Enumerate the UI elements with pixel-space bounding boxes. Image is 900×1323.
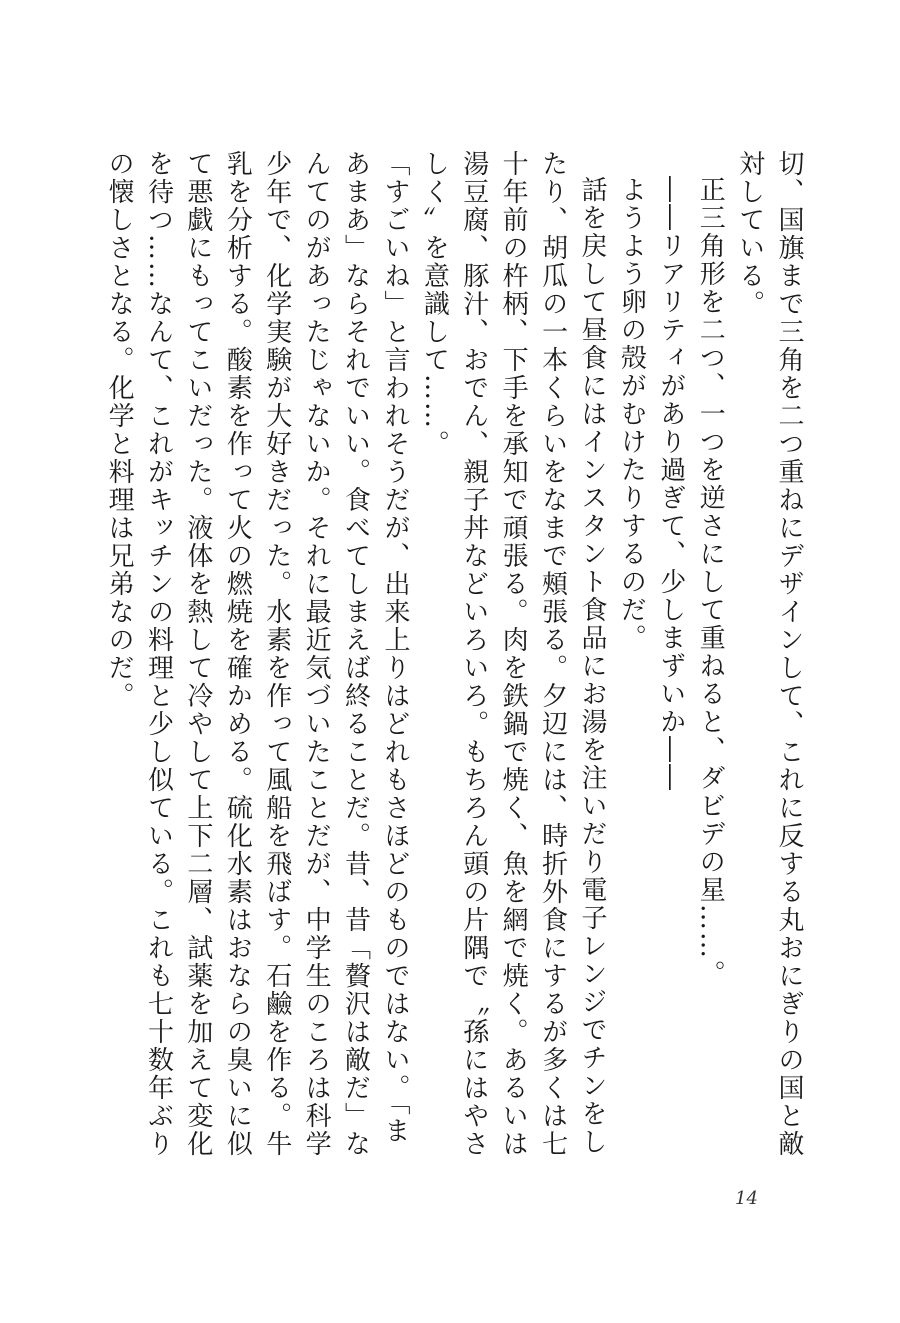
paragraph-2: 正三角形を二つ、一つを逆さにして重ねると、ダビデの星……。 [695, 176, 726, 988]
page-number: 14 [735, 1188, 758, 1209]
paragraph-4: ようよう卵の殻がむけたりするのだ。 [616, 176, 647, 652]
paragraph-3: ――リアリティがあり過ぎて、少しまずいか―― [655, 176, 686, 792]
paragraph-6: 「すごいね」と言われそうだが、出来上りはどれもさほどのものではない。「まあまあ」ならそれでいい。食べてしまえば終ることだ。昔、昔「贅沢は敵だ」なんてのがあったじゃないか。それに最近気づいたことだが、中学生のころは科学少年で、化学実験が大好きだった。水素を作って風船を飛ばす。石鹼を作る。牛乳を分析する。酸素を作って火の燃焼を確かめる。硫化水素はおならの臭いに似て悪戯にもってこいだった。液体を熱して冷やして上下二層、試薬を加えて変化を待つ……なんて、これがキッチンの料理と少し似ている。これも七十数年ぶりの懐しさとなる。化学と料理は兄弟なのだ。 [104, 150, 410, 1158]
paragraph-1: 切、国旗まで三角を二つ重ねにデザインして、これに反する丸おにぎりの国と敵対している。 [734, 150, 804, 1158]
vertical-text-body [104, 150, 808, 1170]
paragraph-5: 話を戻して昼食にはインスタント食品にお湯を注いだり電子レンジでチンをしたり、胡瓜の一本くらいをなまで頰張る。夕辺には、時折外食にするが多くは七十年前の杵柄、下手を承知で頑張る。肉を鉄鍋で焼く、魚を網で焼く。あるいは湯豆腐、豚汁、おでん、親子丼などいろいろ。もちろん頭の片隅で〝孫にはやさしく〟を意識して……。 [419, 150, 607, 1158]
